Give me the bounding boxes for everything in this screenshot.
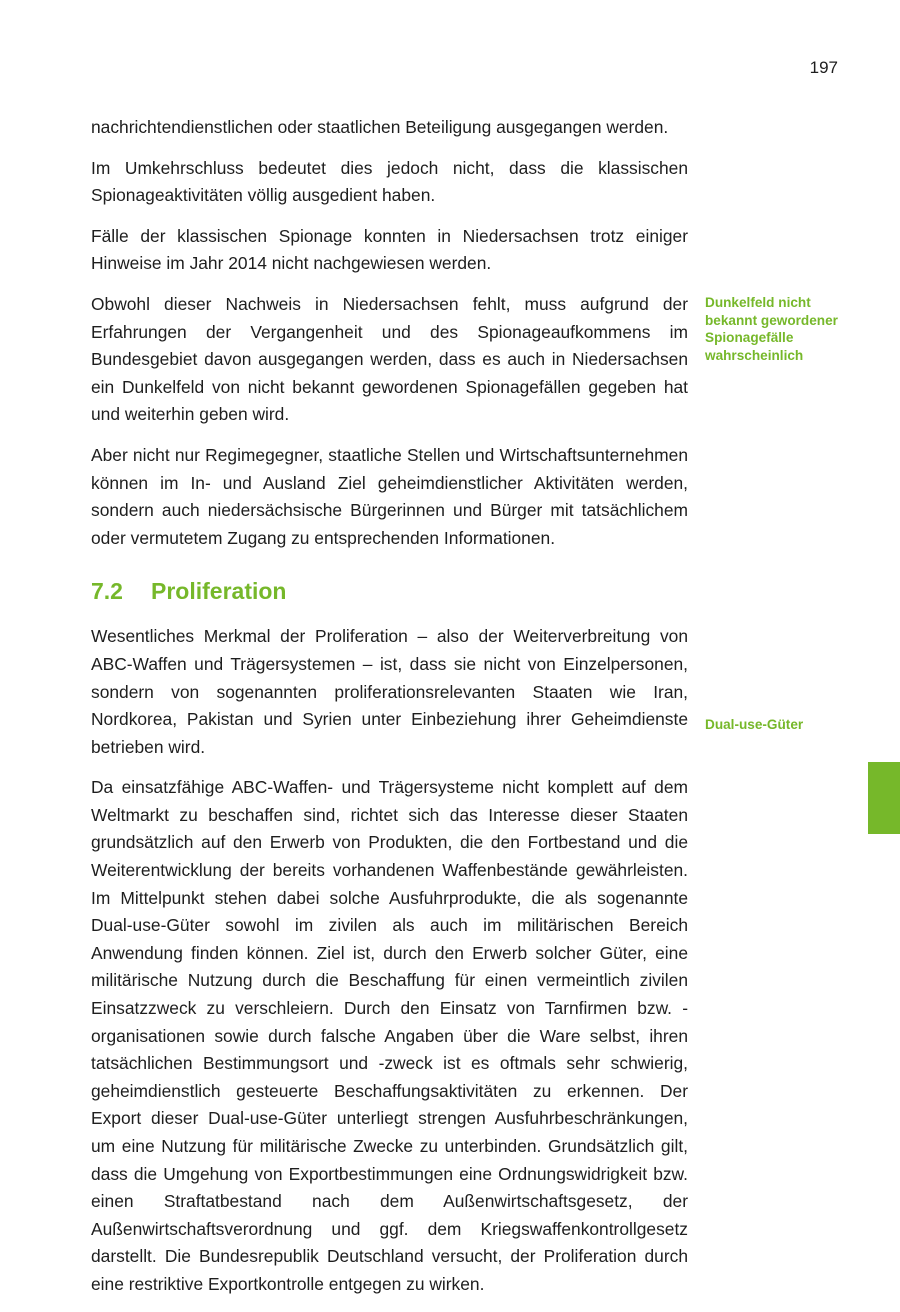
chapter-thumb-tab (868, 762, 900, 834)
section-heading (91, 576, 688, 606)
margin-note-dual-use: Dual-use-Güter (705, 717, 804, 732)
margin-note-dunkelfeld: Dunkelfeld nicht bekannt gewordener Spionagefälle wahrscheinlich (705, 295, 838, 363)
page-number: 197 (809, 58, 838, 77)
paragraph: Obwohl dieser Nachweis in Niedersachsen fehlt, muss aufgrund der Erfahrungen der Vergangenheit und des Spionageaufkommens im Bundesgebiet davon ausgegangen werden, dass es auch in Niedersachsen ein Dunkelfeld von nicht bekannt gewordenen Spionagefällen gegeben hat und weiterhin geben wird. (91, 293, 688, 425)
body-column (91, 114, 688, 1312)
paragraph: nachrichtendienstlichen oder staatlichen Beteiligung ausgegangen werden. (91, 117, 669, 137)
paragraph: Im Umkehrschluss bedeutet dies jedoch nicht, dass die klassischen Spionageaktivitäten völlig ausgedient haben. (91, 157, 688, 206)
paragraph: Da einsatzfähige ABC-Waffen- und Trägersysteme nicht komplett auf dem Weltmarkt zu beschaffen sind, richtet sich das Interesse dieser Staaten grundsätzlich auf den Erwerb von Produkten, die den Fortbestand und die Weiterentwicklung der bereits vorhandenen Waffenbestände gewährleisten. Im Mittelpunkt stehen dabei solche Ausfuhrprodukte, die als sogenannte Dual-use-Güter sowohl im zivilen als auch im militärischen Bereich Anwendung finden können. Ziel ist, durch den Erwerb solcher Güter, eine militärische Nutzung durch die Beschaffung für einen vermeintlich zivilen Einsatzzweck zu verschleiern. Durch den Einsatz von Tarnfirmen bzw. -organisationen sowie durch falsche Angaben über die Ware selbst, ihren tatsächlichen Bestimmungsort und -zweck ist es oftmals sehr schwierig, geheimdienstlich gesteuerte Beschaffungsaktivitäten zu erkennen. Der Export dieser Dual-use-Güter unterliegt strengen Ausfuhrbeschränkungen, um eine Nutzung für militärische Zwecke zu unterbinden. Grundsätzlich gilt, dass die Umgehung von Exportbestimmungen eine Ordnungswidrigkeit bzw. einen Straftatbestand nach dem Außenwirtschaftsgesetz, der Außenwirtschaftsverordnung und ggf. dem Kriegswaffenkontrollgesetz darstellt. Die Bundesrepublik Deutschland versucht, der Proliferation durch eine restriktive Exportkontrolle entgegen zu wirken. (91, 777, 688, 1294)
section-number: 7.2 (91, 578, 123, 605)
paragraph: Fälle der klassischen Spionage konnten in Niedersachsen trotz einiger Hinweise im Jahr 2014 nicht nachgewiesen werden. (91, 225, 688, 274)
paragraph: Wesentliches Merkmal der Proliferation – also der Weiterverbreitung von ABC-Waffen und Trägersystemen – ist, dass sie nicht von Einzelpersonen, sondern von sogenannten proliferationsrelevanten Staaten wie Iran, Nordkorea, Pakistan und Syrien unter Einbeziehung ihrer Geheimdienste betrieben wird. (91, 626, 688, 757)
paragraph: Aber nicht nur Regimegegner, staatliche Stellen und Wirtschaftsunternehmen können im In- und Ausland Ziel geheimdienstlicher Aktivitäten werden, sondern auch niedersächsische Bürgerinnen und Bürger mit tatsächlichem oder vermutetem Zugang zu entsprechenden Informationen. (91, 444, 688, 548)
section-title: Proliferation (151, 578, 287, 605)
